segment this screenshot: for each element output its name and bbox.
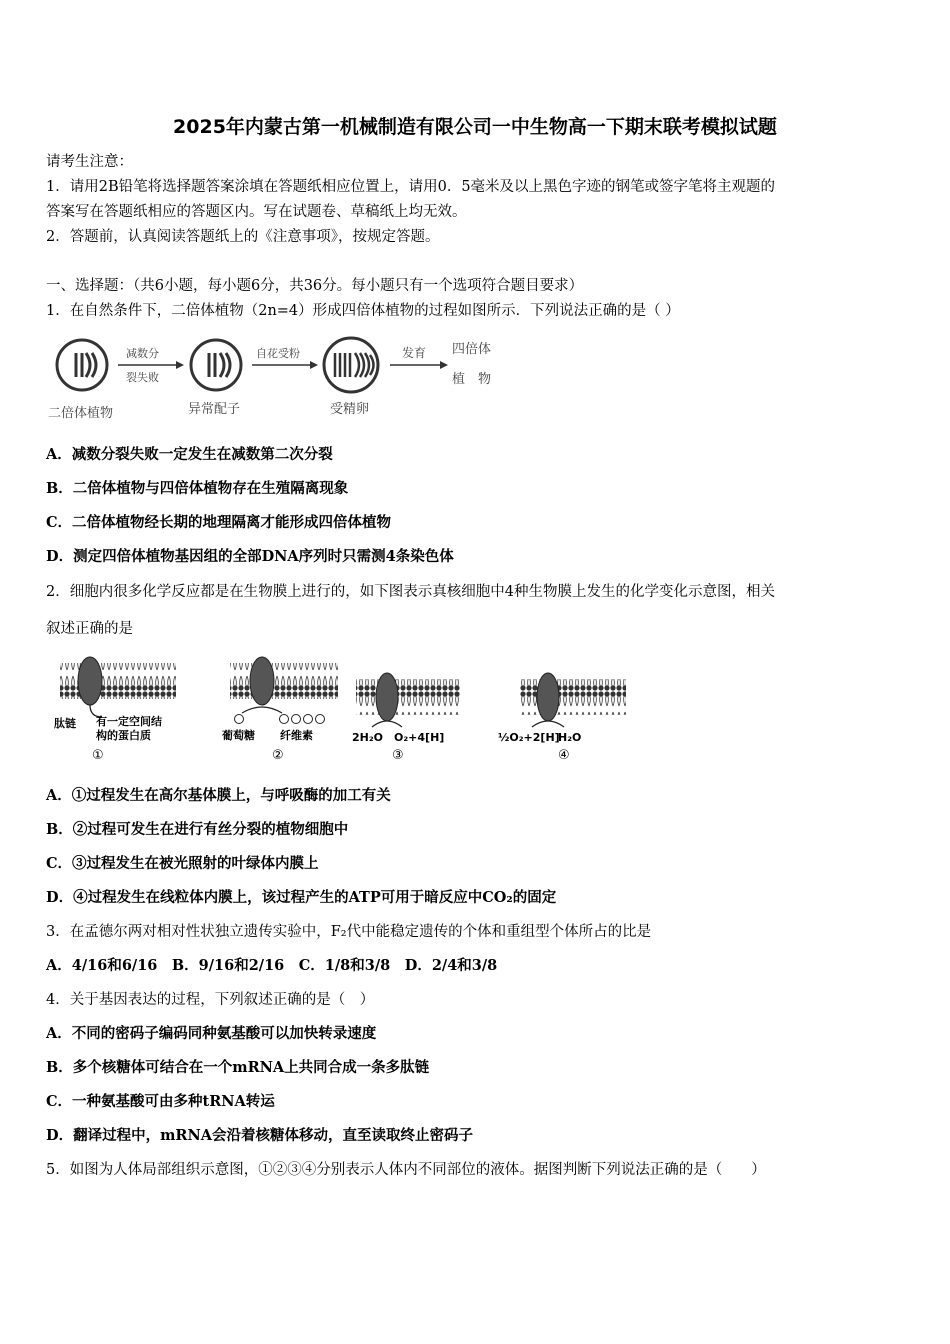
m1-left-label: 肽链 <box>54 717 76 730</box>
m1-number: ① <box>92 748 104 763</box>
label-zygote: 受精卵 <box>330 402 370 417</box>
m1-right-label-2: 构的蛋白质 <box>96 729 151 742</box>
m4-number: ④ <box>558 748 570 763</box>
label-tetraploid-line2: 植 物 <box>452 372 492 387</box>
q2-stem-line-2: 叙述正确的是 <box>46 621 133 637</box>
section-heading: 一、选择题：（共6小题，每小题6分，共36分。每小题只有一个选项符合题目要求） <box>46 278 584 294</box>
m2-number: ② <box>272 748 284 763</box>
arrow1-label-top: 减数分 <box>126 347 159 360</box>
m2-right-label: 纤维素 <box>280 729 313 742</box>
page-title: 2025年内蒙古第一机械制造有限公司一中生物高一下期末联考模拟试题 <box>173 116 777 138</box>
q1-option-b: B．二倍体植物与四倍体植物存在生殖隔离现象 <box>46 480 349 497</box>
abnormal-gamete-cell <box>191 340 241 390</box>
m3-right-label: O₂+4[H] <box>394 731 445 744</box>
m4-left-label: ½O₂+2[H] <box>498 731 560 744</box>
q4-option-d: D．翻译过程中，mRNA会沿着核糖体移动，直至读取终止密码子 <box>46 1127 473 1144</box>
arrow1-label-bottom: 裂失败 <box>126 371 159 384</box>
q5-stem: 5．如图为人体局部组织示意图，①②③④分别表示人体内不同部位的液体。据图判断下列说法正确的是（ ） <box>46 1162 766 1178</box>
q2-stem-line-1: 2．细胞内很多化学反应都是在生物膜上进行的，如下图表示真核细胞中4种生物膜上发生的化学变化示意图，相关 <box>46 584 775 600</box>
arrow2-label-top: 自花受粉 <box>256 347 300 360</box>
q1-figure <box>46 333 506 425</box>
m3-left-label: 2H₂O <box>352 731 384 744</box>
membrane-3 <box>356 673 460 727</box>
membrane-2 <box>230 657 338 724</box>
q2-option-a: A．①过程发生在高尔基体膜上，与呼吸酶的加工有关 <box>46 787 391 804</box>
membrane-1 <box>60 657 176 717</box>
q3-options: A．4/16和6/16 B．9/16和2/16 C．1/8和3/8 D．2/4和3/8 <box>46 957 498 974</box>
q2-option-b: B．②过程可发生在进行有丝分裂的植物细胞中 <box>46 821 349 838</box>
label-diploid-plant: 二倍体植物 <box>48 406 114 421</box>
q1-option-c: C．二倍体植物经长期的地理隔离才能形成四倍体植物 <box>46 514 392 531</box>
notice-item-1-line-1: 1．请用2B铅笔将选择题答案涂填在答题纸相应位置上，请用0．5毫米及以上黑色字迹的钢笔或签字笔将主观题的 <box>46 179 776 195</box>
arrow3-label-top: 发育 <box>402 346 427 360</box>
label-tetraploid-line1: 四倍体 <box>452 342 492 357</box>
q2-option-d: D．④过程发生在线粒体内膜上，该过程产生的ATP可用于暗反应中CO₂的固定 <box>46 889 557 906</box>
zygote-cell <box>324 338 378 392</box>
q1-option-d: D．测定四倍体植物基因组的全部DNA序列时只需测4条染色体 <box>46 548 454 565</box>
diploid-cell <box>57 340 107 390</box>
q4-option-c: C．一种氨基酸可由多种tRNA转运 <box>46 1093 275 1110</box>
membrane-4 <box>520 673 626 727</box>
label-abnormal-gamete: 异常配子 <box>188 402 241 417</box>
q1-stem: 1．在自然条件下，二倍体植物（2n=4）形成四倍体植物的过程如图所示．下列说法正确的是（ ） <box>46 303 680 319</box>
m3-number: ③ <box>392 748 404 763</box>
notice-heading: 请考生注意： <box>46 154 133 170</box>
q2-figure <box>46 655 646 767</box>
notice-item-2: 2．答题前，认真阅读答题纸上的《注意事项》，按规定答题。 <box>46 229 440 245</box>
m4-right-label: H₂O <box>558 731 582 744</box>
q3-stem: 3．在孟德尔两对相对性状独立遗传实验中，F₂代中能稳定遗传的个体和重组型个体所占的比是 <box>46 924 652 940</box>
notice-item-1-line-2: 答案写在答题纸相应的答题区内。写在试题卷、草稿纸上均无效。 <box>46 204 467 220</box>
q4-option-a: A．不同的密码子编码同种氨基酸可以加快转录速度 <box>46 1025 377 1042</box>
m2-left-label: 葡萄糖 <box>222 729 255 742</box>
q1-option-a: A．减数分裂失败一定发生在减数第二次分裂 <box>46 446 333 463</box>
q4-stem: 4．关于基因表达的过程，下列叙述正确的是（ ） <box>46 992 375 1008</box>
m1-right-label-1: 有一定空间结 <box>96 715 162 728</box>
q4-option-b: B．多个核糖体可结合在一个mRNA上共同合成一条多肽链 <box>46 1059 430 1076</box>
q2-option-c: C．③过程发生在被光照射的叶绿体内膜上 <box>46 855 319 872</box>
